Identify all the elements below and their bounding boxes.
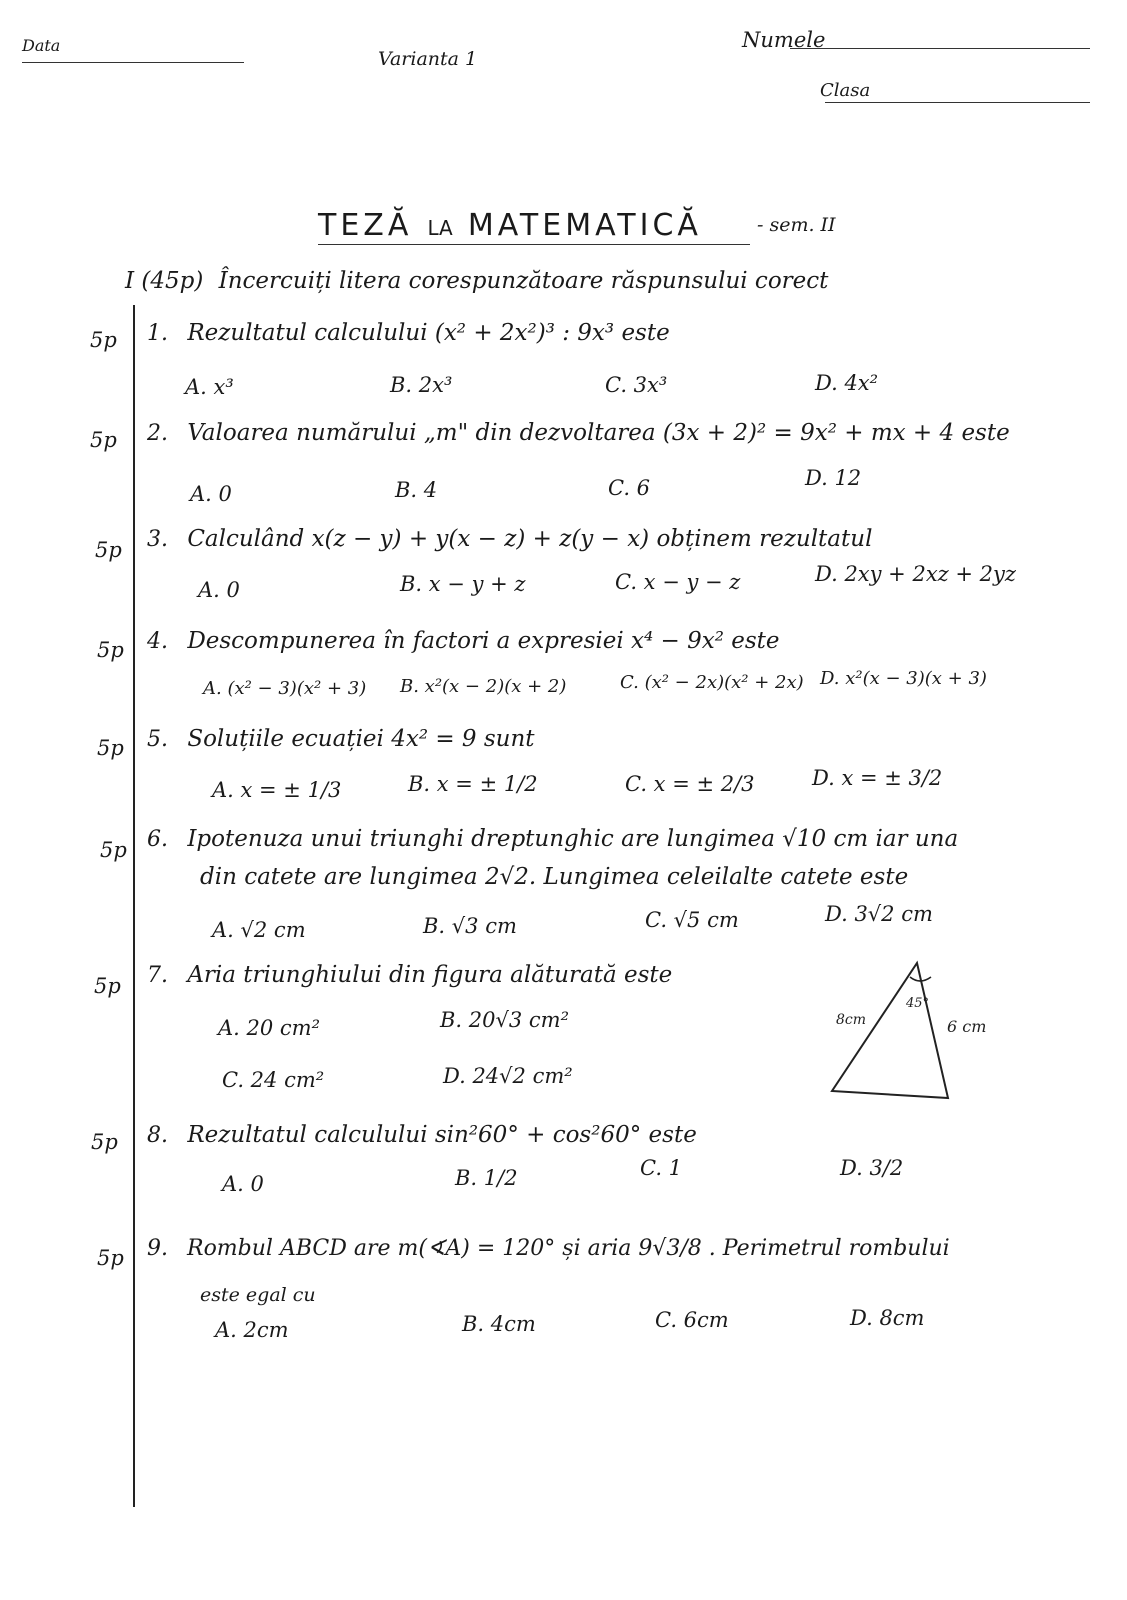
option-d[interactable]: D. 8cm [850,1306,925,1330]
question-number: 3. [147,527,168,552]
question-text: Calculând x(z − y) + y(x − z) + z(y − x) obținem rezultatul [187,526,873,552]
side-left-label: 8cm [836,1012,867,1028]
option-d[interactable]: D. 4x² [815,371,879,395]
question-text-continuation: este egal cu [200,1284,316,1306]
option-a[interactable]: A. 0 [198,578,240,602]
semester-label: - sem. II [757,214,836,236]
question-points: 5p [90,328,117,352]
title-part3: MATEMATICĂ [467,208,702,243]
option-d[interactable]: D. 2xy + 2xz + 2yz [815,562,1016,586]
section-label: I (45p) [125,268,204,294]
question-points: 5p [90,428,117,452]
option-c[interactable]: C. x − y − z [615,570,741,594]
date-label: Data [22,36,61,55]
option-d[interactable]: D. 12 [805,466,862,490]
title-underline [318,244,750,245]
option-c[interactable]: C. 1 [640,1156,683,1180]
option-d[interactable]: D. x = ± 3/2 [812,766,943,790]
option-c[interactable]: C. √5 cm [645,908,739,932]
date-line[interactable] [22,62,244,63]
question-text: Rezultatul calculului (x² + 2x²)³ : 9x³ este [187,320,670,346]
option-a[interactable]: A. 0 [190,482,232,506]
question-4 [147,628,780,654]
side-right-label: 6 cm [947,1017,987,1036]
option-b[interactable]: B. 4 [395,478,438,502]
option-a[interactable]: A. x³ [185,375,234,399]
question-text-continuation: din catete are lungimea 2√2. Lungimea celeilalte catete este [200,864,909,890]
question-9 [147,1236,950,1261]
class-line[interactable] [825,102,1090,103]
triangle-shape [832,963,948,1098]
question-points: 5p [97,736,124,760]
option-b[interactable]: B. x = ± 1/2 [408,772,538,796]
option-b[interactable]: B. 20√3 cm² [440,1008,570,1032]
question-5 [147,726,535,752]
section-header [125,268,828,294]
title-part1: TEZĂ [318,208,413,243]
question-number: 4. [147,629,168,654]
question-text: Valoarea numărului „m" din dezvoltarea (3x + 2)² = 9x² + mx + 4 este [187,420,1010,446]
question-text: Rombul ABCD are m(∢A) = 120° și aria 9√3/8 . Perimetrul rombului [187,1236,950,1261]
question-points: 5p [97,1246,124,1270]
option-d[interactable]: D. x²(x − 3)(x + 3) [820,668,987,689]
option-b[interactable]: B. 1/2 [455,1166,518,1190]
option-c[interactable]: C. 6 [608,476,651,500]
variant-label: Varianta 1 [378,48,478,70]
option-a[interactable]: A. √2 cm [212,918,306,942]
class-label: Clasa [820,80,871,101]
question-points: 5p [95,538,122,562]
name-label: Numele [742,28,826,52]
option-b[interactable]: B. 4cm [462,1312,536,1336]
question-3 [147,526,872,552]
question-text: Descompunerea în factori a expresiei x⁴ − 9x² este [187,628,780,654]
question-7 [147,962,672,988]
question-text: Rezultatul calculului sin²60° + cos²60° este [187,1122,697,1148]
question-1 [147,320,670,346]
question-number: 6. [147,827,168,852]
question-points: 5p [100,838,127,862]
option-d[interactable]: D. 3√2 cm [825,902,933,926]
option-a[interactable]: A. x = ± 1/3 [212,778,342,802]
question-number: 1. [147,321,168,346]
option-b[interactable]: B. √3 cm [423,914,517,938]
question-text: Soluțiile ecuației 4x² = 9 sunt [187,726,535,752]
question-points: 5p [94,974,121,998]
option-b[interactable]: B. 2x³ [390,373,453,397]
question-number: 5. [147,727,168,752]
option-c[interactable]: C. (x² − 2x)(x² + 2x) [620,672,804,693]
triangle-figure [820,955,1010,1105]
question-number: 2. [147,421,168,446]
option-c[interactable]: C. x = ± 2/3 [625,772,755,796]
angle-label: 45° [906,996,930,1011]
question-number: 7. [147,963,168,988]
question-text: Ipotenuza unui triunghi dreptunghic are lungimea √10 cm iar una [187,826,959,852]
question-points: 5p [97,638,124,662]
option-c[interactable]: C. 6cm [655,1308,729,1332]
option-b[interactable]: B. x − y + z [400,572,526,596]
option-d[interactable]: D. 3/2 [840,1156,904,1180]
margin-line [133,305,135,1507]
question-2 [147,420,1010,446]
question-6 [147,826,958,852]
question-points: 5p [91,1130,118,1154]
option-d[interactable]: D. 24√2 cm² [443,1064,573,1088]
question-8 [147,1122,697,1148]
question-text: Aria triunghiului din figura alăturată este [187,962,673,988]
name-line[interactable] [790,48,1090,49]
option-c[interactable]: C. 24 cm² [222,1068,325,1092]
option-c[interactable]: C. 3x³ [605,373,668,397]
option-a[interactable]: A. (x² − 3)(x² + 3) [203,678,367,699]
title-part2: LA [427,216,453,240]
option-a[interactable]: A. 20 cm² [218,1016,321,1040]
question-number: 9. [147,1236,168,1261]
section-instruction: Încercuiți litera corespunzătoare răspunsului corect [218,268,829,294]
option-a[interactable]: A. 2cm [215,1318,289,1342]
question-number: 8. [147,1123,168,1148]
option-a[interactable]: A. 0 [222,1172,264,1196]
option-b[interactable]: B. x²(x − 2)(x + 2) [400,676,567,697]
page-title [318,208,702,243]
